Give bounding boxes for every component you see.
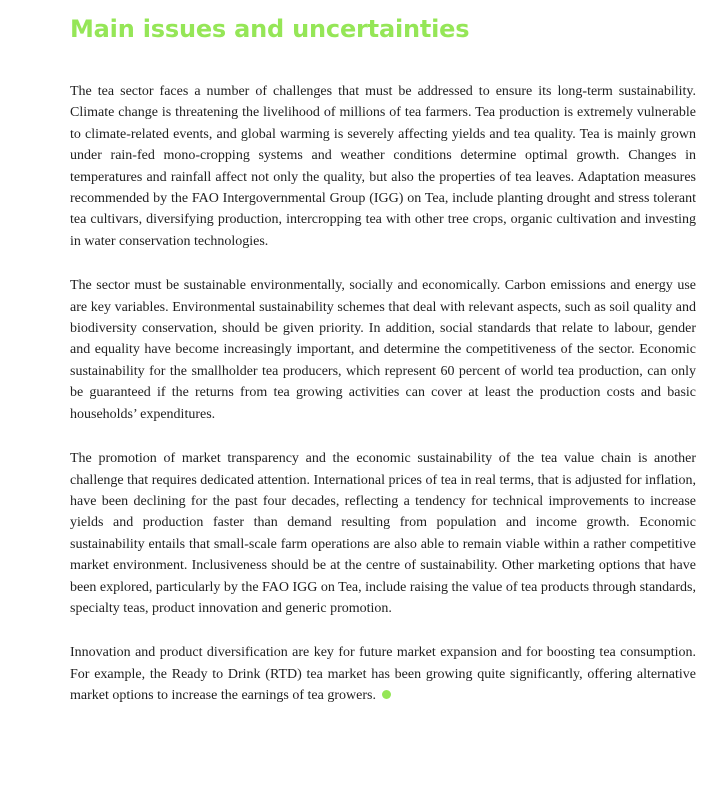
paragraph-sustainability: The sector must be sustainable environmentally, socially and economically. Carbon emissions and energy use are key variables. Environmental sustainability schemes that deal with relevant aspects, such as soil quality and biodiversity conservation, should be given priority. In addition, social standards that relate to labour, gender and equality have become increasingly important, and determine the competitiveness of the sector. Economic sustainability for the smallholder tea producers, which represent 60 percent of world tea production, can only be guaranteed if the returns from tea growing activities can cover at least the production costs and basic households’ expenditures. [70, 278, 696, 422]
green-dot-icon [382, 690, 391, 699]
section-heading: Main issues and uncertainties [70, 15, 470, 43]
paragraph-innovation-text: Innovation and product diversification are key for future market expansion and for boosting tea consumption. For example, the Ready to Drink (RTD) tea market has been growing quite significantly, offering alternative market options to increase the earnings of tea growers. [70, 645, 696, 704]
paragraph-market-transparency: The promotion of market transparency and the economic sustainability of the tea value chain is another challenge that requires dedicated attention. International prices of tea in real terms, that is adjusted for inflation, have been declining for the past four decades, reflecting a tendency for technical improvements to increase yields and production faster than demand resulting from population and income growth. Economic sustainability entails that small-scale farm operations are also able to remain viable within a rather competitive market environment. Inclusiveness should be at the centre of sustainability. Other marketing options that have been explored, particularly by the FAO IGG on Tea, include raising the value of tea products through standards, specialty teas, product innovation and generic promotion. [70, 451, 696, 616]
paragraph-innovation [70, 642, 696, 706]
paragraph-climate: The tea sector faces a number of challenges that must be addressed to ensure its long-term sustainability. Climate change is threatening the livelihood of millions of tea farmers. Tea production is extremely vulnerable to climate-related events, and global warming is severely affecting yields and tea quality. Tea is mainly grown under rain-fed mono-cropping systems and weather conditions determine optimal growth. Changes in temperatures and rainfall affect not only the quality, but also the properties of tea leaves. Adaptation measures recommended by the FAO Intergovernmental Group (IGG) on Tea, include planting drought and stress tolerant tea cultivars, diversifying production, intercropping tea with other tree crops, organic cultivation and investing in water conservation technologies. [70, 84, 696, 249]
